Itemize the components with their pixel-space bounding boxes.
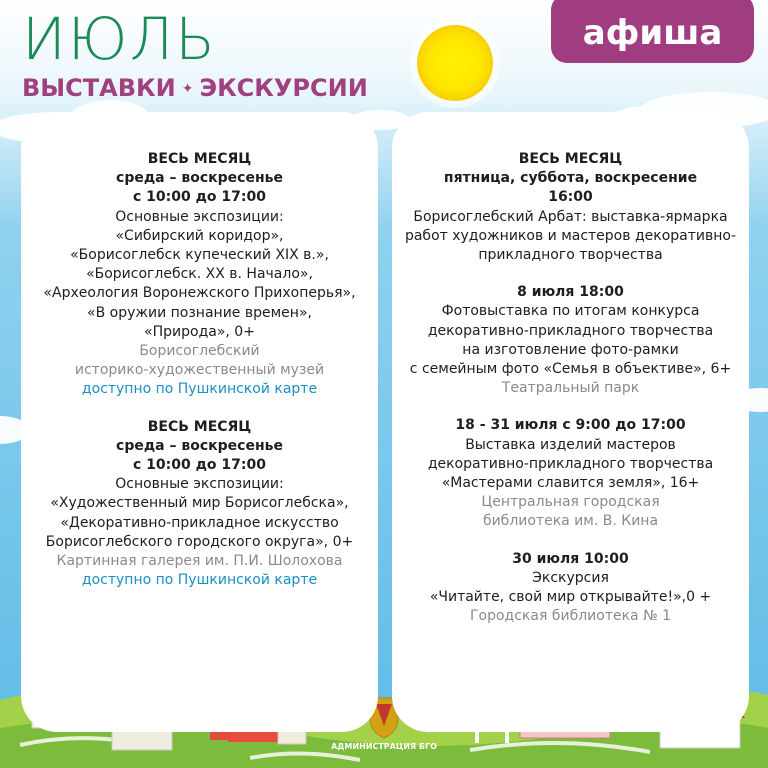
- event-venue: Борисоглебский: [139, 343, 260, 360]
- event-text: Фотовыставка по итогам конкурса: [441, 303, 700, 320]
- event-venue: Картинная галерея им. П.И. Шолохова: [56, 553, 343, 570]
- subtitle-exhibitions: ВЫСТАВКИ: [22, 74, 176, 102]
- event-date: среда – воскресенье: [116, 437, 283, 454]
- event-text: «Борисоглебск купеческий XIX в.»,: [70, 247, 329, 264]
- sparkle-icon: ✦: [181, 81, 194, 97]
- event-date: пятница, суббота, воскресение: [443, 170, 698, 187]
- left-events-list: [21, 150, 378, 608]
- poster-badge: афиша: [551, 0, 754, 63]
- event-date: ВЕСЬ МЕСЯЦ: [518, 151, 623, 167]
- event-item: [21, 150, 378, 400]
- event-text: «В оружии познание времен»,: [87, 304, 312, 321]
- event-venue: Городская библиотека № 1: [470, 608, 671, 625]
- event-date: ВЕСЬ МЕСЯЦ: [147, 418, 252, 435]
- month-title: ИЮЛЬ: [22, 5, 217, 73]
- event-date: ВЕСЬ МЕСЯЦ: [147, 151, 252, 167]
- event-text: Борисоглебского городского округа», 0+: [45, 533, 354, 550]
- event-date: среда – воскресенье: [116, 170, 283, 187]
- pushkin-card-note: доступно по Пушкинской карте: [81, 381, 318, 398]
- event-text: Экскурсия: [532, 569, 609, 586]
- event-text: «Археология Воронежского Прихоперья»,: [43, 285, 356, 302]
- administration-label: АДМИНИСТРАЦИЯ БГО: [331, 742, 437, 751]
- event-text: Основные экспозиции:: [115, 208, 284, 225]
- event-text: Основные экспозиции:: [115, 476, 284, 493]
- event-text: на изготовление фото-рамки: [462, 341, 679, 358]
- event-text: Борисоглебский Арбат: выставка-ярмарка: [413, 208, 728, 225]
- event-date: с 10:00 до 17:00: [133, 189, 266, 206]
- event-date: с 10:00 до 17:00: [133, 457, 266, 474]
- event-item: [392, 416, 749, 531]
- event-venue: историко-художественный музей: [74, 362, 325, 379]
- event-text: «Природа», 0+: [144, 323, 255, 340]
- event-date: 18 - 31 июля с 9:00 до 17:00: [455, 417, 686, 434]
- event-venue: Центральная городская: [481, 494, 660, 511]
- event-text: «Декоративно-прикладное искусство: [60, 514, 339, 531]
- event-text: с семейным фото «Семья в объективе», 6+: [409, 361, 732, 378]
- event-text: прикладного творчества: [478, 247, 663, 264]
- right-events-list: [392, 150, 749, 644]
- subtitle: [22, 73, 368, 104]
- event-text: Выставка изделий мастеров: [465, 436, 676, 453]
- event-date: 8 июля 18:00: [517, 284, 624, 301]
- event-text: декоративно-прикладного творчества: [427, 322, 714, 339]
- event-date: 30 июля 10:00: [512, 550, 629, 567]
- event-item: [392, 150, 749, 265]
- event-item: [392, 283, 749, 398]
- event-text: «Читайте, свой мир открывайте!»,0 +: [429, 589, 712, 606]
- event-venue: Театральный парк: [501, 380, 640, 397]
- subtitle-excursions: ЭКСКУРСИИ: [199, 74, 368, 102]
- event-text: работ художников и мастеров декоративно-: [404, 227, 737, 244]
- sun-icon: [410, 18, 500, 108]
- pushkin-card-note: доступно по Пушкинской карте: [81, 572, 318, 589]
- event-date: 16:00: [548, 189, 593, 206]
- event-text: «Художественный мир Борисоглебска»,: [50, 495, 349, 512]
- event-text: «Мастерами славится земля», 16+: [441, 475, 700, 492]
- event-item: [21, 418, 378, 591]
- event-text: «Сибирский коридор»,: [115, 227, 284, 244]
- event-venue: библиотека им. В. Кина: [482, 513, 659, 530]
- event-item: [392, 550, 749, 627]
- event-text: «Борисоглебск. XX в. Начало»,: [86, 266, 313, 283]
- event-text: декоративно-прикладного творчества: [427, 455, 714, 472]
